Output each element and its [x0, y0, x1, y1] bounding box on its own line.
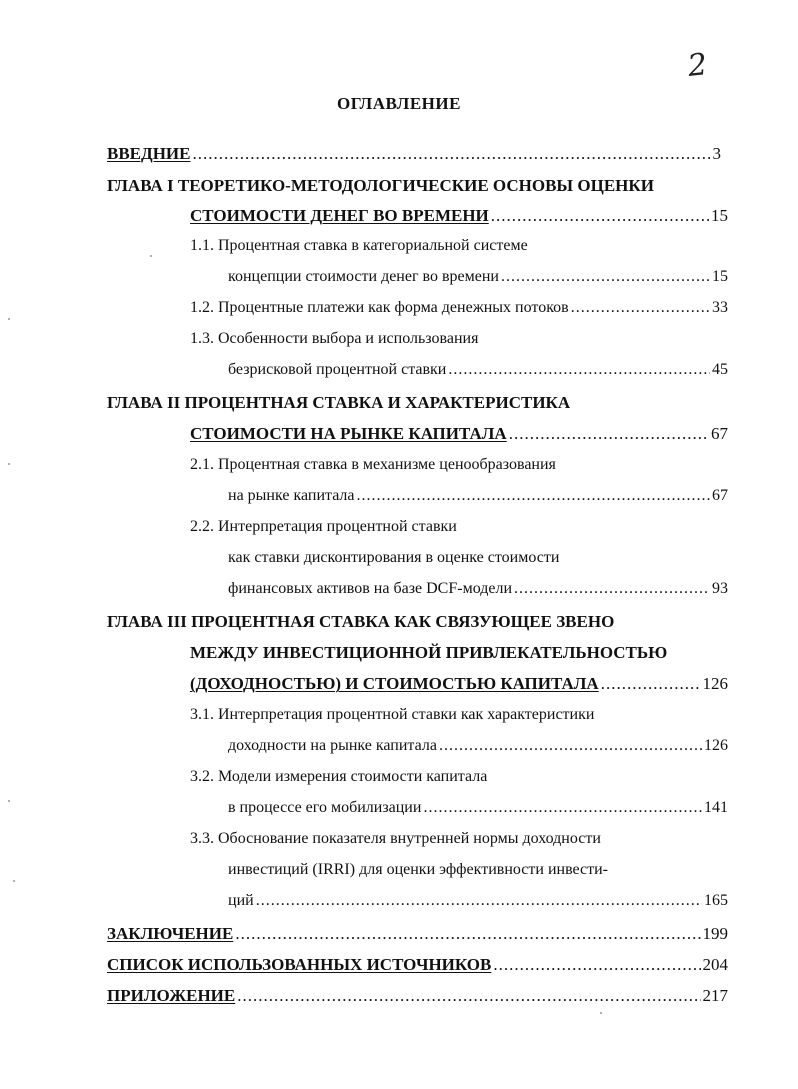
toc-label: (ДОХОДНОСТЬЮ) И СТОИМОСТЬЮ КАПИТАЛА	[190, 674, 599, 693]
leader-dots	[357, 487, 710, 505]
leader-dots	[423, 799, 702, 817]
leader-dots	[493, 955, 700, 975]
toc-entry-chapter-3[interactable]	[190, 674, 728, 694]
toc-page: 15	[711, 206, 728, 225]
leader-dots	[501, 268, 710, 286]
section-1-1-line1: 1.1. Процентная ставка в категориальной системе	[190, 237, 528, 254]
section-3-2-line1: 3.2. Модели измерения стоимости капитала	[190, 768, 488, 785]
toc-page: 165	[704, 892, 728, 909]
leader-dots	[237, 986, 700, 1006]
section-2-2-line2: как ставки дисконтирования в оценке стоимости	[228, 549, 560, 566]
toc-page: 93	[712, 580, 728, 597]
leader-dots	[235, 924, 700, 944]
section-3-3-line1: 3.3. Обоснование показателя внутренней нормы доходности	[190, 830, 601, 847]
toc-label: 1.2. Процентные платежи как форма денежных потоков	[190, 299, 569, 316]
leader-dots	[509, 424, 709, 444]
toc-page: 126	[702, 674, 728, 693]
toc-entry-intro[interactable]	[107, 144, 721, 164]
toc-entry-2-2[interactable]	[228, 580, 728, 598]
section-2-1-line1: 2.1. Процентная ставка в механизме ценообразования	[190, 456, 556, 473]
leader-dots	[571, 299, 710, 317]
toc-page: 126	[704, 737, 728, 754]
toc-label: финансовых активов на базе DCF-модели	[228, 580, 513, 597]
toc-label: ЗАКЛЮЧЕНИЕ	[107, 924, 234, 943]
scan-speck	[8, 463, 10, 465]
toc-page: 204	[702, 955, 728, 974]
scan-speck	[13, 880, 15, 882]
toc-label: СТОИМОСТИ НА РЫНКЕ КАПИТАЛА	[190, 424, 507, 443]
leader-dots	[491, 206, 709, 226]
toc-page: 67	[712, 487, 728, 504]
toc-entry-3-1[interactable]	[228, 737, 728, 755]
toc-page: 67	[711, 424, 728, 443]
toc-label: ПРИЛОЖЕНИЕ	[107, 986, 236, 1005]
chapter-1-heading: ГЛАВА I ТЕОРЕТИКО-МЕТОДОЛОГИЧЕСКИЕ ОСНОВЫ ОЦЕНКИ	[107, 176, 654, 195]
toc-label: безрисковой процентной ставки	[228, 361, 447, 378]
chapter-3-heading-line1: ГЛАВА III ПРОЦЕНТНАЯ СТАВКА КАК СВЯЗУЮЩЕЕ ЗВЕНО	[107, 612, 615, 631]
toc-entry-1-1[interactable]	[228, 268, 728, 286]
toc-label: на рынке капитала	[228, 487, 355, 504]
toc-page: 15	[712, 268, 728, 285]
toc-label: доходности на рынке капитала	[228, 737, 437, 754]
leader-dots	[514, 580, 710, 598]
toc-page: 141	[704, 799, 728, 816]
toc-entry-appendix[interactable]	[107, 986, 728, 1006]
toc-entry-conclusion[interactable]	[107, 924, 728, 944]
toc-page: 3	[712, 144, 721, 163]
toc-entry-chapter-2[interactable]	[190, 424, 728, 444]
page-title: ОГЛАВЛЕНИЕ	[337, 94, 461, 113]
scan-speck	[600, 1012, 602, 1014]
toc-page: 45	[712, 361, 728, 378]
scan-speck	[150, 255, 152, 257]
leader-dots	[439, 737, 702, 755]
scan-speck	[8, 800, 10, 802]
toc-entry-1-2[interactable]	[190, 299, 728, 317]
toc-label: СТОИМОСТИ ДЕНЕГ ВО ВРЕМЕНИ	[190, 206, 489, 225]
toc-entry-2-1[interactable]	[228, 487, 728, 505]
toc-label: концепции стоимости денег во времени	[228, 268, 499, 285]
toc-page: 33	[712, 299, 728, 316]
toc-label: СПИСОК ИСПОЛЬЗОВАННЫХ ИСТОЧНИКОВ	[107, 955, 492, 974]
page-number: 2	[686, 47, 709, 84]
leader-dots	[256, 892, 702, 910]
toc-entry-sources[interactable]	[107, 955, 728, 975]
chapter-3-heading-line2: МЕЖДУ ИНВЕСТИЦИОННОЙ ПРИВЛЕКАТЕЛЬНОСТЬЮ	[190, 643, 668, 662]
chapter-2-heading: ГЛАВА II ПРОЦЕНТНАЯ СТАВКА И ХАРАКТЕРИСТИКА	[107, 393, 571, 412]
toc-page: 217	[702, 986, 728, 1005]
toc-label: в процессе его мобилизации	[228, 799, 422, 816]
section-2-2-line1: 2.2. Интерпретация процентной ставки	[190, 518, 457, 535]
leader-dots	[448, 361, 710, 379]
leader-dots	[601, 674, 701, 694]
toc-entry-3-2[interactable]	[228, 799, 728, 817]
section-1-3-line1: 1.3. Особенности выбора и использования	[190, 330, 479, 347]
toc-entry-3-3[interactable]	[228, 892, 728, 910]
toc-page: 199	[702, 924, 728, 943]
toc-entry-1-3[interactable]	[228, 361, 728, 379]
toc-entry-chapter-1[interactable]	[190, 206, 728, 226]
toc-label: ВВЕДНИЕ	[107, 144, 191, 163]
scan-speck	[8, 318, 10, 320]
section-3-3-line2: инвестиций (IRRI) для оценки эффективности инвести-	[228, 861, 609, 878]
leader-dots	[193, 144, 711, 164]
toc-label: ций	[228, 892, 254, 909]
section-3-1-line1: 3.1. Интерпретация процентной ставки как характеристики	[190, 706, 595, 723]
